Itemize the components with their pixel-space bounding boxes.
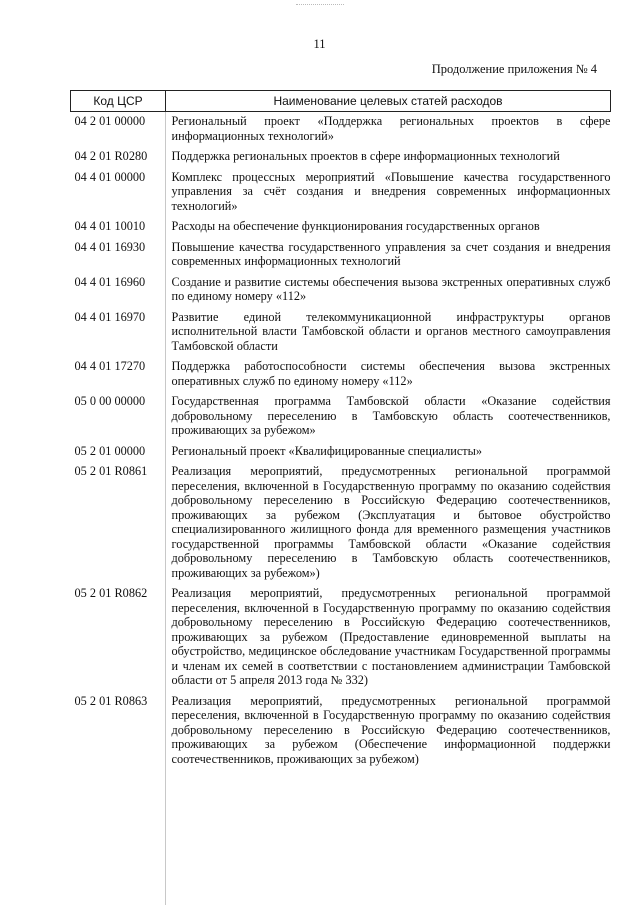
row-code: 05 0 00 00000 — [74, 394, 146, 408]
row-code: 05 2 01 R0861 — [74, 464, 148, 478]
table-row — [71, 357, 611, 392]
row-code: 04 4 01 10010 — [74, 219, 146, 233]
scan-artifact — [296, 0, 344, 5]
row-code: 04 4 01 16930 — [74, 239, 146, 254]
csr-table — [70, 90, 611, 770]
header-name: Наименование целевых статей расходов — [166, 91, 611, 112]
table-body — [71, 112, 611, 771]
row-code: 04 2 01 00000 — [74, 114, 146, 128]
row-code: 05 2 01 R0863 — [74, 693, 148, 708]
row-code: 04 2 01 R0280 — [74, 149, 148, 163]
table-row — [71, 308, 611, 358]
table-row — [71, 168, 611, 218]
continuation-title: Продолжение приложения № 4 — [431, 62, 597, 76]
row-code: 04 4 01 16960 — [74, 274, 146, 289]
table-row — [71, 442, 611, 463]
table-row — [71, 273, 611, 308]
row-name: Комплекс процессных мероприятий «Повышение качества государственного управления за счёт создания и внедрения современных информационных технологий» — [171, 169, 611, 213]
row-name: Реализация мероприятий, предусмотренных региональной программой переселения, включенной в Государственную программу по оказанию содействия добровольному переселению в Российскую Федерацию соотечественников, проживающих за рубежом (Эксплуатация и бытовое обустройство специализированного жилищного фонда для временного размещения участников государственной программы Тамбовской области «Оказание содействия добровольному переселению в Тамбовскую область соотечественников, проживающих за рубежом») — [171, 464, 611, 580]
row-code: 05 2 01 R0862 — [74, 586, 148, 600]
table-row — [71, 392, 611, 442]
table-row — [71, 584, 611, 692]
table-row — [71, 147, 611, 168]
row-name: Создание и развитие системы обеспечения вызова экстренных оперативных служб по единому номеру «112» — [171, 274, 611, 303]
row-code: 04 4 01 17270 — [74, 359, 146, 373]
row-name: Повышение качества государственного управления за счет создания и внедрения современных информационных технологий — [171, 239, 611, 268]
table-row — [71, 217, 611, 238]
table-row — [71, 238, 611, 273]
row-name: Региональный проект «Поддержка региональных проектов в сфере информационных технологий» — [171, 114, 611, 143]
table-row — [71, 692, 611, 771]
row-name: Государственная программа Тамбовской области «Оказание содействия добровольному переселению в Тамбовскую область соотечественников, проживающих за рубежом» — [171, 394, 611, 437]
page-number: 11 — [313, 37, 326, 51]
row-name: Развитие единой телекоммуникационной инфраструктуры органов исполнительной власти Тамбовской области и органов местного самоуправления Тамбовской области — [171, 309, 611, 353]
table-row — [71, 112, 611, 148]
row-code: 04 4 01 00000 — [74, 169, 146, 184]
header-code: Код ЦСР — [71, 91, 166, 112]
table-row — [71, 462, 611, 584]
table-header-row — [71, 91, 611, 112]
row-name: Поддержка региональных проектов в сфере информационных технологий — [171, 149, 560, 163]
row-name: Реализация мероприятий, предусмотренных региональной программой переселения, включенной в Государственную программу по оказанию содействия добровольному переселению в Российскую Федерацию соотечественников, проживающих за рубежом (Предоставление единовременной выплаты на обустройство, медицинское обследование участникам Государственной программы и членам их семей в соответствии с постановлением администрации Тамбовской области от 5 апреля 2013 года № 332) — [171, 586, 611, 687]
row-name: Поддержка работоспособности системы обеспечения вызова экстренных оперативных служб по единому номеру «112» — [171, 359, 611, 388]
row-name: Региональный проект «Квалифицированные специалисты» — [171, 443, 483, 458]
row-code: 04 4 01 16970 — [74, 309, 146, 324]
row-name: Расходы на обеспечение функционирования государственных органов — [171, 219, 540, 233]
row-name: Реализация мероприятий, предусмотренных региональной программой переселения, включенной в Государственную программу по оказанию содействия добровольному переселению в Российскую Федерацию соотечественников, проживающих за рубежом (Обеспечение информационной поддержки соотечественников, проживающих за рубежом) — [171, 693, 611, 766]
row-code: 05 2 01 00000 — [74, 443, 146, 458]
